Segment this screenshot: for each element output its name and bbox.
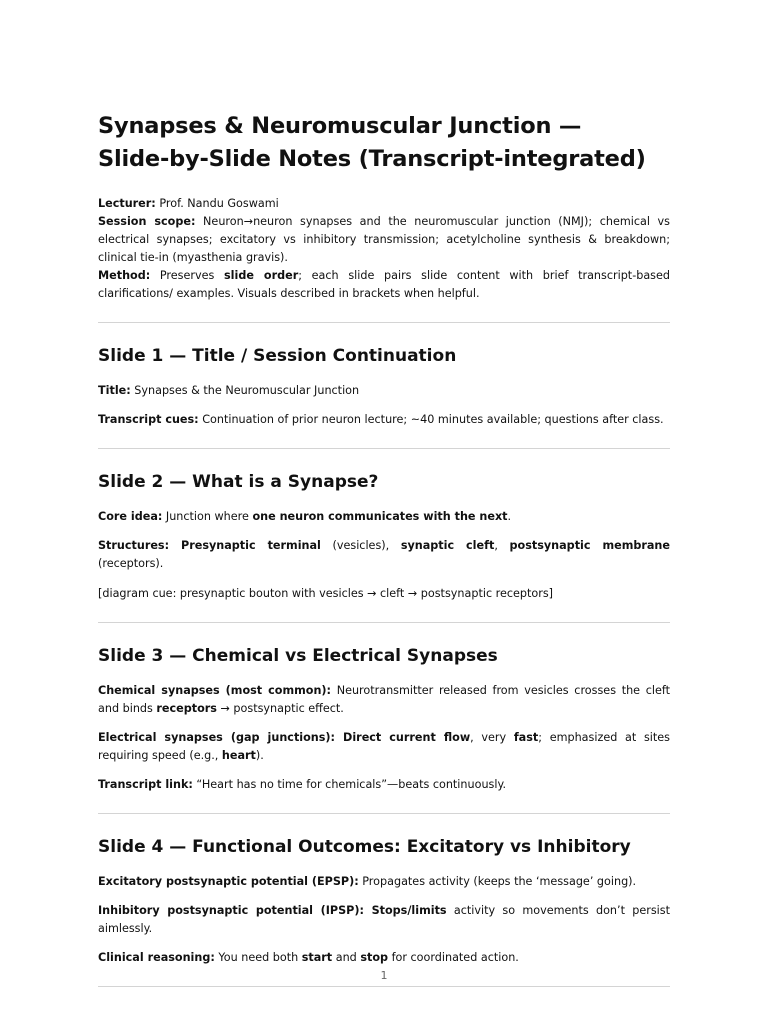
title-line <box>98 382 670 400</box>
ipsp-value: activity so movements don’t persist aimlessly. <box>98 904 670 936</box>
ipsp-emphasis: Stops/limits <box>363 904 447 918</box>
section-divider <box>98 622 670 623</box>
slide-body <box>98 873 670 967</box>
method-line <box>98 267 670 303</box>
clinical-reasoning-text: You need both <box>214 951 302 965</box>
scope-label: Session scope: <box>98 215 196 228</box>
slide-heading: Slide 3 — Chemical vs Electrical Synapses <box>98 645 498 666</box>
lecturer-line <box>98 195 670 213</box>
title-value: Synapses & the Neuromuscular Junction <box>130 384 360 397</box>
epsp-value: Propagates activity (keeps the ‘message’ going). <box>358 874 637 888</box>
clinical-reasoning-text: and <box>332 951 361 965</box>
electrical-synapses-emphasis: fast <box>513 730 539 744</box>
document-title <box>98 110 670 176</box>
clinical-reasoning-text: for coordinated action. <box>388 951 519 965</box>
electrical-synapses-text: , very <box>470 730 514 744</box>
chemical-synapses-text: Neurotransmitter released from vesicles crosses the cleft and binds <box>98 683 670 715</box>
transcript-link-line <box>98 776 670 794</box>
transcript-cues-value: Continuation of prior neuron lecture; ~40 minutes available; questions after class. <box>198 413 664 427</box>
electrical-synapses-label: Electrical synapses (gap junctions): <box>98 730 336 744</box>
core-idea-label: Core idea: <box>98 510 163 524</box>
section-divider <box>98 448 670 449</box>
core-idea-line <box>98 508 670 526</box>
method-label: Method: <box>98 269 151 282</box>
document-title-line-2: Slide-by-Slide Notes (Transcript-integrated) <box>98 146 646 172</box>
transcript-link-value: “Heart has no time for chemicals”—beats continuously. <box>192 777 507 791</box>
document-title-line-1: Synapses & Neuromuscular Junction — <box>98 113 582 139</box>
method-emphasis: slide order <box>223 269 299 282</box>
slide-2-section <box>98 470 670 602</box>
core-idea-emphasis: one neuron communicates with the next <box>252 510 508 524</box>
slide-body <box>98 508 670 602</box>
ipsp-line <box>98 902 670 938</box>
structures-emphasis: postsynaptic membrane <box>509 539 670 553</box>
structures-text: (vesicles), <box>320 539 401 553</box>
method-text: ; each slide pairs slide content with brief transcript-based clarifications/ examples. Visuals described in brackets when helpful. <box>98 269 670 300</box>
transcript-cues-label: Transcript cues: <box>98 413 199 427</box>
structures-line <box>98 537 670 573</box>
clinical-reasoning-line <box>98 949 670 967</box>
slide-heading: Slide 2 — What is a Synapse? <box>98 472 379 493</box>
slide-body <box>98 682 670 794</box>
electrical-synapses-line <box>98 729 670 765</box>
title-label: Title: <box>98 384 131 397</box>
lecturer-value: Prof. Nandu Goswami <box>155 197 279 210</box>
page-number: 1 <box>380 969 388 982</box>
section-divider <box>98 813 670 814</box>
structures-emphasis: synaptic cleft <box>400 539 495 553</box>
slide-4-section <box>98 835 670 967</box>
electrical-synapses-emphasis: Direct current flow <box>335 730 471 744</box>
chemical-synapses-line <box>98 682 670 718</box>
slide-3-section <box>98 644 670 794</box>
section-divider <box>98 322 670 323</box>
scope-line <box>98 213 670 267</box>
electrical-synapses-text: ; emphasized at sites requiring speed (e.g., <box>98 730 670 762</box>
diagram-cue-line: [diagram cue: presynaptic bouton with vesicles → cleft → postsynaptic receptors] <box>98 586 554 600</box>
slide-body <box>98 382 670 429</box>
structures-emphasis: Presynaptic terminal <box>169 539 321 553</box>
ipsp-label: Inhibitory postsynaptic potential (IPSP): <box>98 904 364 918</box>
session-meta <box>98 195 670 303</box>
clinical-reasoning-emphasis: stop <box>360 951 389 965</box>
structures-label: Structures: <box>98 539 170 553</box>
scope-value: Neuron→neuron synapses and the neuromuscular junction (NMJ); chemical vs electrical synapses; excitatory vs inhibitory transmission; acetylcholine synthesis & breakdown; clinical tie-in (myasthenia gravis). <box>98 215 671 264</box>
chemical-synapses-label: Chemical synapses (most common): <box>98 683 332 697</box>
clinical-reasoning-label: Clinical reasoning: <box>98 951 215 965</box>
structures-text: (receptors). <box>98 557 164 571</box>
core-idea-text: Junction where <box>162 510 253 524</box>
slide-heading: Slide 1 — Title / Session Continuation <box>98 346 457 366</box>
transcript-cues-line <box>98 411 670 429</box>
transcript-link-label: Transcript link: <box>98 777 193 791</box>
section-divider <box>98 986 670 987</box>
lecturer-label: Lecturer: <box>98 197 156 210</box>
electrical-synapses-emphasis: heart <box>221 748 256 762</box>
chemical-synapses-emphasis: receptors <box>156 701 217 715</box>
structures-text: , <box>494 539 510 553</box>
slide-heading: Slide 4 — Functional Outcomes: Excitatory vs Inhibitory <box>98 836 631 857</box>
electrical-synapses-end: ). <box>255 748 264 762</box>
epsp-line <box>98 873 670 891</box>
document-page <box>98 110 670 987</box>
chemical-synapses-end: → postsynaptic effect. <box>216 701 344 715</box>
clinical-reasoning-emphasis: start <box>301 951 333 965</box>
method-text: Preserves <box>150 269 224 282</box>
epsp-label: Excitatory postsynaptic potential (EPSP): <box>98 874 359 888</box>
core-idea-end: . <box>507 510 512 524</box>
slide-1-section <box>98 344 670 429</box>
